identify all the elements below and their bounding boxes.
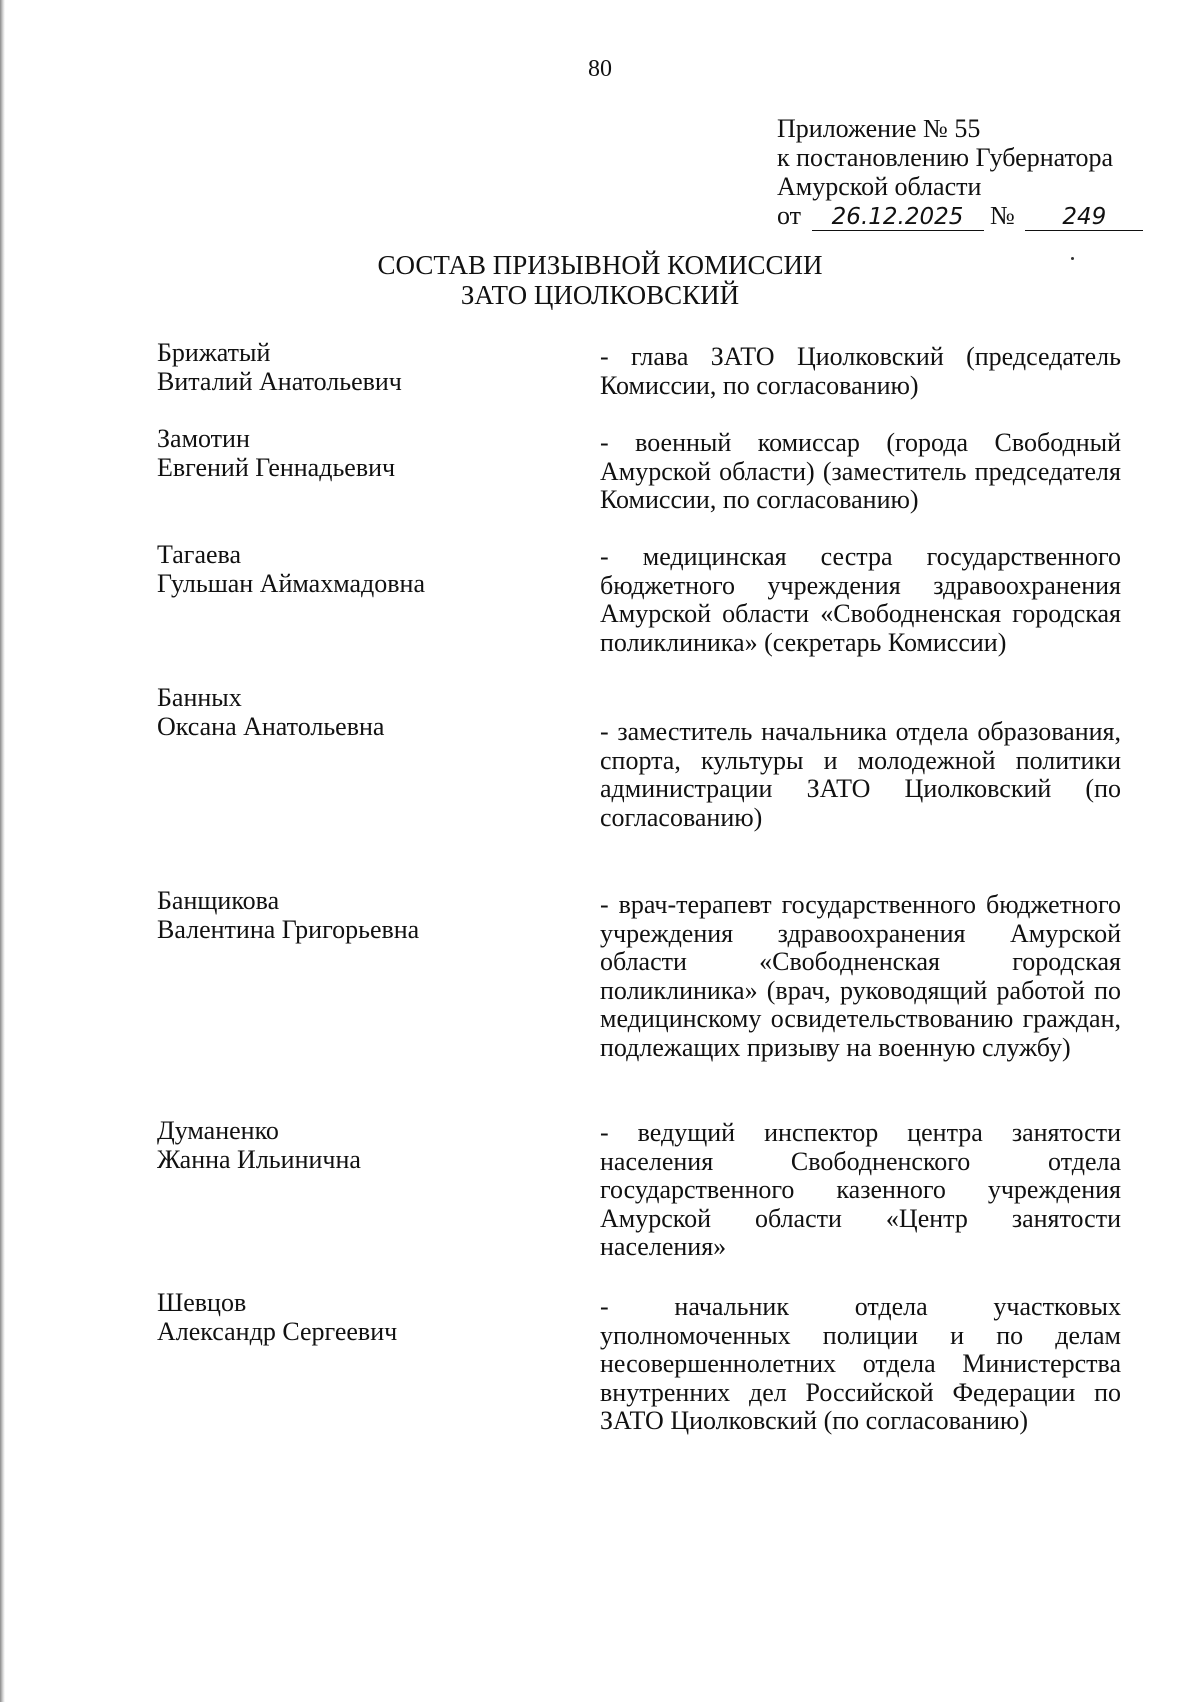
member-surname: Думаненко [157,1116,279,1145]
member-given-names: Евгений Геннадьевич [157,452,396,482]
member-name [157,887,557,944]
member-given-names: Александр Сергеевич [157,1316,398,1346]
member-surname: Тагаева [157,540,241,569]
member-surname: Шевцов [157,1288,247,1317]
member-name [157,425,557,482]
document-title [300,250,900,310]
title-line-1: СОСТАВ ПРИЗЫВНОЙ КОМИССИИ [377,250,823,280]
member-surname: Брижатый [157,338,271,367]
member-name [157,1117,557,1174]
member-surname: Замотин [157,424,250,453]
member-name [157,339,557,396]
handwritten-number: 249 [1025,204,1143,231]
member-given-names: Оксана Анатольевна [157,711,385,741]
member-role: - начальник отдела участковых уполномоченных полиции и по делам несовершеннолетних отдела Министерства внутренних дел Российской Федерации по ЗАТО Циолковский (по согласованию) [600,1292,1121,1435]
member-role: - заместитель начальника отдела образования, спорта, культуры и молодежной политики администрации ЗАТО Циолковский (по согласованию) [600,717,1121,832]
appendix-block [777,114,1177,231]
member-given-names: Жанна Ильинична [157,1144,361,1174]
member-role: - глава ЗАТО Циолковский (председатель Комиссии, по согласованию) [600,342,1121,400]
page-number: 80 [588,56,612,82]
member-role: - военный комиссар (города Свободный Амурской области) (заместитель председателя Комиссии, по согласованию) [600,428,1121,514]
member-role: - врач-терапевт государственного бюджетного учреждения здравоохранения Амурской области «Свободненская городская поликлиника» (врач, руководящий работой по медицинскому освидетельствованию граждан, подлежащих призыву на военную службу) [600,890,1121,1062]
member-given-names: Виталий Анатольевич [157,366,402,396]
member-name [157,684,557,741]
appendix-date-line [777,201,1177,231]
member-name [157,1289,557,1346]
appendix-region: Амурской области [777,172,982,201]
member-name [157,541,557,598]
title-line-2: ЗАТО ЦИОЛКОВСКИЙ [460,280,740,310]
appendix-decree-ref: к постановлению Губернатора [777,143,1114,172]
appendix-title: Приложение № 55 [777,114,981,143]
member-role: - ведущий инспектор центра занятости населения Свободненского отдела государственного казенного учреждения Амурской области «Центр занятости населения» [600,1118,1121,1261]
member-surname: Банщикова [157,886,280,915]
member-surname: Банных [157,683,242,712]
date-prefix: от [777,201,802,230]
member-given-names: Валентина Григорьевна [157,914,420,944]
scan-page-edge [0,0,5,1702]
handwritten-date: 26.12.2025 [812,204,984,231]
number-prefix: № [990,201,1015,230]
member-role: - медицинская сестра государственного бюджетного учреждения здравоохранения Амурской области «Свободненская городская поликлиника» (секретарь Комиссии) [600,542,1121,657]
member-given-names: Гульшан Аймахмадовна [157,568,425,598]
scan-speck [1071,257,1074,260]
